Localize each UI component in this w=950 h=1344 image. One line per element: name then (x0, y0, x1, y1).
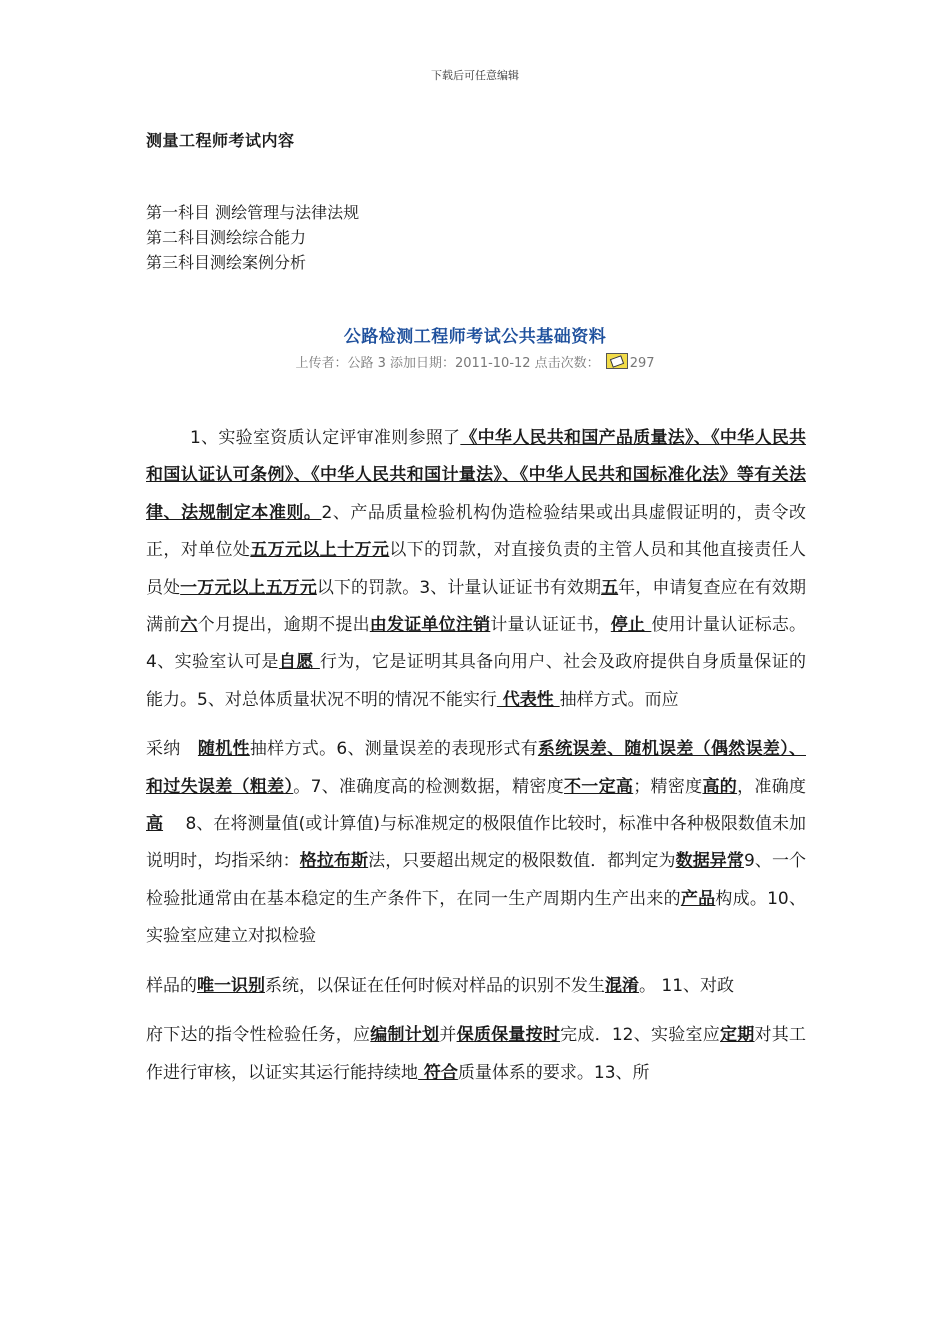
subject-item: 第一科目 测绘管理与法律法规 (146, 203, 360, 222)
body-text: 样品的 (146, 975, 197, 996)
body-text: 9、一个检验批通常由在基本稳定的生产条件下，在同一生产周期内生产出来的 (146, 851, 807, 909)
answer-highlight: 保质保量按时 (456, 1025, 561, 1046)
answer-highlight: 符合 (418, 1062, 458, 1083)
answer-highlight: 停止 (610, 615, 652, 636)
article-meta (0, 352, 950, 371)
body-text: 计量认证证书， (490, 615, 611, 636)
body-text: 采纳 (146, 739, 198, 760)
header-note: 下载后可任意编辑 (431, 69, 519, 82)
body-text: 法，只要超出规定的极限数值．都判定为 (368, 851, 676, 872)
body-text: 构成。10、实验室应建立对拟检验 (146, 888, 807, 947)
body-text: 并 (439, 1025, 457, 1046)
answer-highlight: 六 (180, 615, 198, 636)
body-text: 以下的罚款。3、计量认证证书有效期 (316, 577, 602, 598)
body-paragraph (146, 731, 806, 955)
meta-text: 上传者：公路 3 添加日期：2011-10-12 点击次数： (295, 356, 600, 371)
body-text: 行为，它是证明其具备向用户、社会及政府提供自身质量保证的能力。5、对总体质量状况不明的情况不能实行 (146, 652, 806, 710)
answer-highlight: 代表性 (496, 689, 560, 710)
answer-highlight: 由发证单位注销 (369, 615, 491, 636)
body-text: 8、在将测量值(或计算值)与标准规定的极限值作比较时，标准中各种极限数值未加说明时，均指采纳： (146, 814, 807, 872)
answer-highlight: 五万元以上十万元 (250, 540, 390, 561)
body-paragraph (146, 420, 806, 719)
body-text: ；精密度 (633, 776, 703, 797)
answer-highlight: 唯一识别 (197, 975, 265, 996)
body-text: 使用计量认证标志。4、实验室认可是 (146, 615, 807, 673)
body-text: 质量体系的要求。13、所 (457, 1062, 650, 1083)
body-text: 完成．12、实验室应 (560, 1025, 721, 1046)
body-text: 个月提出，逾期不提出 (197, 615, 370, 636)
body-text: 年，申请复查应在有效期满前 (146, 577, 807, 636)
body-text: 系统，以保证在任何时候对样品的识别不发生 (265, 975, 605, 996)
body-paragraph (146, 1017, 806, 1092)
answer-highlight: 产品 (680, 888, 716, 909)
body-text: 2、产品质量检验机构伪造检验结果或出具虚假证明的，责令改正，对单位处 (146, 502, 806, 561)
document-title: 测量工程师考试内容 (146, 131, 295, 150)
body-text: 府下达的指令性检验任务，应 (146, 1025, 371, 1046)
body-text: 。 11、对政 (639, 975, 735, 996)
answer-highlight: 一万元以上五万元 (180, 577, 317, 598)
clicks-counter-icon (606, 353, 628, 369)
answer-highlight: 定期 (720, 1025, 755, 1046)
body-text: ，准确度 (737, 776, 807, 797)
answer-highlight: 格拉布斯 (299, 851, 369, 872)
subject-item: 第三科目测绘案例分析 (146, 253, 307, 272)
answer-highlight: 五 (601, 577, 619, 598)
body-text: 抽样方式。6、测量误差的表现形式有 (249, 739, 538, 760)
subject-list (146, 200, 359, 275)
answer-highlight: 《中华人民共和国产品质量法》、《中华人民共和国认证认可条例》、《中华人民共和国计量法》、《中华人民共和国标准化法》等有关法律、法规制定本准则。 (146, 428, 806, 523)
body-paragraph (146, 968, 806, 1005)
answer-highlight: 不一定高 (564, 776, 634, 797)
answer-highlight: 高 (146, 814, 164, 835)
body-text: 抽样方式。而应 (559, 689, 679, 710)
answer-highlight: 随机性 (197, 739, 250, 760)
answer-highlight: 编制计划 (370, 1025, 440, 1046)
click-count: 297 (629, 356, 655, 371)
answer-highlight: 自愿 (278, 652, 320, 673)
body-text: 。7、准确度高的检测数据，精密度 (293, 776, 564, 797)
answer-highlight: 系统误差、随机误差（偶然误差）、和过失误差（粗差） (146, 739, 806, 797)
subject-item: 第二科目测绘综合能力 (146, 228, 307, 247)
body-text: 以下的罚款，对直接负责的主管人员和其他直接责任人员处 (146, 540, 807, 598)
body-text: 1、实验室资质认定评审准则参照了 (190, 428, 461, 448)
article-body (146, 420, 806, 1092)
article-title: 公路检测工程师考试公共基础资料 (343, 327, 607, 347)
body-text: 对其工作进行审核，以证实其运行能持续地 (146, 1025, 807, 1083)
answer-highlight: 数据异常 (675, 851, 744, 872)
answer-highlight: 混淆 (605, 975, 639, 996)
answer-highlight: 高的 (702, 776, 738, 797)
